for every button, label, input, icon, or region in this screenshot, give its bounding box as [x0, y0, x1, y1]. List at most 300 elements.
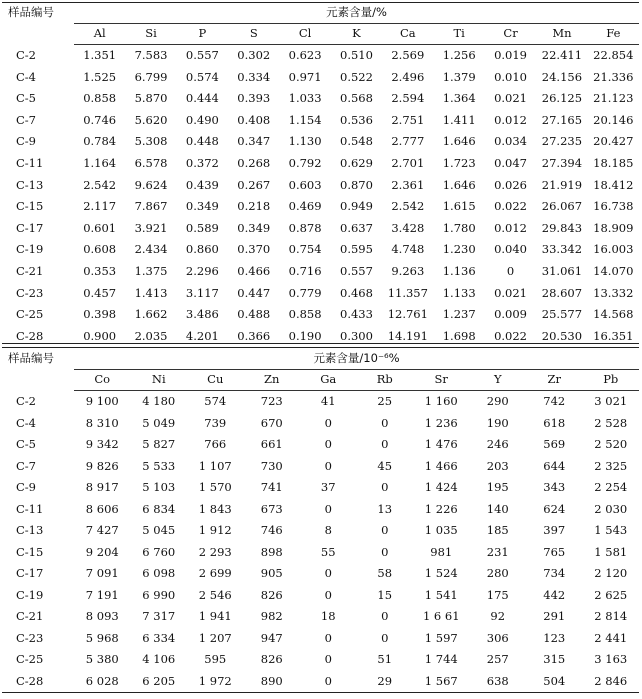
sample-id-cell: C-25 [16, 307, 44, 322]
value-cell-rb: 0 [381, 523, 389, 537]
table-row [2, 563, 639, 585]
value-cell-p: 4.201 [177, 326, 228, 348]
value-cell-s: 0.302 [237, 48, 271, 63]
value-cell-y: 203 [486, 458, 509, 473]
value-cell-co: 9 342 [85, 437, 119, 451]
value-cell-si: 9.624 [134, 177, 168, 192]
value-cell-s: 0.349 [237, 220, 271, 235]
value-cell-cr: 0.026 [494, 177, 528, 192]
value-cell-pb: 3 163 [594, 652, 628, 666]
value-cell-sr: 1 035 [424, 523, 458, 537]
value-cell-ti: 1.411 [442, 112, 476, 127]
value-cell-fe: 13.332 [593, 285, 634, 300]
value-cell-zn: 890 [244, 671, 301, 693]
value-cell-cu: 574 [204, 394, 227, 408]
value-cell-zn: 730 [260, 458, 283, 473]
table-row [2, 283, 639, 305]
value-cell-pb: 2 625 [594, 587, 628, 602]
value-cell-ca: 2.569 [391, 48, 425, 63]
value-cell-y: 195 [486, 480, 509, 494]
column-header-mn: Mn [536, 24, 587, 45]
value-cell-cl: 1.130 [288, 134, 322, 149]
value-cell-cu: 1 843 [198, 501, 232, 516]
value-cell-cu: 595 [204, 652, 227, 666]
value-cell-co: 6 028 [74, 671, 131, 693]
value-cell-p: 0.372 [185, 156, 219, 171]
value-cell-cr: 0.021 [494, 91, 528, 106]
value-cell-ca: 14.191 [382, 326, 433, 348]
sample-id-cell: C-13 [16, 177, 44, 192]
sample-id-cell: C-4 [16, 415, 37, 430]
value-cell-cr: 0.047 [494, 156, 528, 171]
value-cell-si: 2.434 [134, 242, 168, 257]
value-cell-ca: 2.751 [391, 112, 425, 127]
value-cell-p: 0.444 [185, 91, 219, 106]
value-cell-s: 0.218 [237, 199, 271, 214]
sample-id-cell: C-28 [2, 326, 74, 348]
value-cell-co: 9 826 [85, 458, 119, 473]
column-header-cu: Cu [187, 370, 244, 391]
table-row [2, 196, 639, 218]
value-cell-al: 0.784 [83, 134, 117, 149]
value-cell-zr: 765 [543, 544, 566, 559]
value-cell-si: 6.799 [134, 69, 168, 84]
value-cell-fe: 16.738 [593, 199, 634, 214]
sample-id-cell: C-25 [16, 652, 44, 666]
value-cell-p: 0.439 [185, 177, 219, 192]
value-cell-s: 0.370 [237, 242, 271, 257]
value-cell-zr: 442 [543, 587, 566, 602]
table-row [2, 628, 639, 650]
value-cell-zn: 746 [260, 523, 283, 537]
sample-id-cell: C-11 [16, 501, 44, 516]
value-cell-mn: 25.577 [541, 307, 583, 322]
value-cell-si: 6.578 [134, 156, 168, 171]
value-cell-zn: 673 [260, 501, 283, 516]
value-cell-cu: 766 [204, 437, 227, 451]
sample-id-header: 样品编号 [2, 3, 74, 45]
value-cell-rb: 0 [381, 415, 389, 430]
value-cell-rb: 0 [381, 544, 389, 559]
table-row [2, 391, 639, 413]
table-row [2, 67, 639, 89]
column-header-cl: Cl [279, 24, 330, 45]
value-cell-ni: 6 334 [142, 630, 176, 645]
value-cell-fe: 21.336 [593, 69, 634, 84]
value-cell-rb: 45 [377, 458, 393, 473]
value-cell-cu: 1 207 [198, 630, 232, 645]
value-cell-cu: 739 [204, 415, 227, 430]
value-cell-co: 8 917 [85, 480, 119, 494]
value-cell-y: 190 [486, 415, 509, 430]
value-cell-cr: 0.009 [494, 307, 528, 322]
value-cell-y: 231 [486, 544, 509, 559]
column-header-si: Si [125, 24, 176, 45]
value-cell-mn: 31.061 [541, 263, 583, 278]
value-cell-cu: 1 570 [198, 480, 232, 494]
value-cell-pb: 2 528 [594, 415, 628, 430]
value-cell-sr: 1 466 [424, 458, 458, 473]
table-row [2, 649, 639, 671]
value-cell-k: 0.949 [340, 199, 373, 214]
value-cell-s: 0.393 [237, 91, 271, 106]
value-cell-al: 1.351 [83, 48, 117, 63]
value-cell-cu: 1 107 [198, 458, 232, 473]
sample-id-cell: C-9 [16, 134, 37, 149]
value-cell-mn: 26.067 [541, 199, 583, 214]
value-cell-s: 0.408 [237, 112, 271, 127]
value-cell-mn: 27.235 [541, 134, 583, 149]
value-cell-al: 0.858 [83, 91, 117, 106]
value-cell-zn: 670 [260, 415, 283, 430]
table-row [2, 239, 639, 261]
sample-id-header: 样品编号 [8, 351, 54, 365]
value-cell-s: 0.488 [237, 307, 271, 322]
value-cell-zn: 661 [260, 437, 283, 451]
sample-id-cell: C-23 [16, 285, 44, 300]
value-cell-cl: 0.469 [288, 199, 322, 214]
value-cell-zn: 982 [260, 609, 283, 623]
value-cell-mn: 28.607 [541, 285, 583, 300]
value-cell-pb: 2 325 [594, 458, 628, 473]
value-cell-al: 0.900 [74, 326, 125, 348]
table-row [2, 542, 639, 564]
value-cell-ti: 1.379 [442, 69, 476, 84]
value-cell-cu: 2 293 [198, 544, 232, 559]
sample-id-cell: C-5 [16, 437, 37, 451]
value-cell-co: 9 100 [85, 394, 119, 408]
column-header-sr: Sr [413, 370, 470, 391]
value-cell-zr: 315 [543, 652, 566, 666]
value-cell-k: 0.536 [340, 112, 373, 127]
sample-id-cell: C-28 [2, 671, 74, 693]
value-cell-s: 0.466 [237, 263, 271, 278]
value-cell-mn: 29.843 [541, 220, 583, 235]
sample-id-cell: C-23 [16, 630, 44, 645]
value-cell-s: 0.447 [237, 285, 271, 300]
table-divider [2, 343, 639, 344]
value-cell-ca: 9.263 [391, 263, 425, 278]
table-row [2, 88, 639, 110]
value-cell-zn: 741 [260, 480, 283, 494]
value-cell-ga: 0 [324, 437, 332, 451]
value-cell-ga: 41 [320, 394, 336, 408]
column-header-al: Al [74, 24, 125, 45]
value-cell-al: 0.746 [83, 112, 117, 127]
value-cell-s: 0.267 [237, 177, 271, 192]
value-cell-cr: 0.021 [494, 285, 528, 300]
value-cell-k: 0.548 [340, 134, 373, 149]
column-header-p: P [177, 24, 228, 45]
value-cell-sr: 1 524 [424, 566, 458, 580]
value-cell-ca: 2.496 [391, 69, 425, 84]
table-row [2, 413, 639, 435]
value-cell-si: 1.662 [134, 307, 168, 322]
value-cell-al: 1.525 [83, 69, 117, 84]
value-cell-rb: 13 [377, 501, 393, 516]
value-cell-zr: 504 [526, 671, 583, 693]
value-cell-zr: 624 [543, 501, 566, 516]
value-cell-co: 9 204 [85, 544, 119, 559]
table-row [2, 585, 639, 607]
column-header-ca: Ca [382, 24, 433, 45]
value-cell-sr: 1 236 [424, 415, 458, 430]
value-cell-cr: 0.012 [494, 112, 528, 127]
value-cell-si: 5.308 [134, 134, 168, 149]
table-row [2, 45, 639, 67]
value-cell-cl: 0.792 [288, 156, 322, 171]
value-cell-cl: 0.754 [288, 242, 322, 257]
column-header-zr: Zr [526, 370, 583, 391]
column-header-co: Co [74, 370, 131, 391]
value-cell-zr: 291 [543, 609, 566, 623]
column-header-k: K [331, 24, 382, 45]
value-cell-si: 7.867 [134, 199, 168, 214]
value-cell-fe: 20.427 [593, 134, 634, 149]
value-cell-zr: 397 [543, 523, 566, 537]
value-cell-ti: 1.136 [442, 263, 476, 278]
table-row [2, 110, 639, 132]
sample-id-cell: C-17 [16, 220, 44, 235]
value-cell-rb: 25 [377, 394, 393, 408]
value-cell-ga: 55 [320, 544, 336, 559]
value-cell-p: 0.490 [185, 112, 219, 127]
value-cell-cl: 0.779 [288, 285, 322, 300]
value-cell-mn: 27.394 [541, 156, 583, 171]
value-cell-si: 1.375 [134, 263, 168, 278]
value-cell-pb: 1 543 [594, 523, 628, 537]
value-cell-co: 8 310 [85, 415, 119, 430]
value-cell-k: 0.433 [340, 307, 373, 322]
table-row [2, 175, 639, 197]
value-cell-p: 0.860 [185, 242, 219, 257]
value-cell-ga: 0 [300, 671, 357, 693]
value-cell-ni: 6 990 [142, 587, 176, 602]
table-row [2, 326, 639, 348]
column-header-cr: Cr [485, 24, 536, 45]
value-cell-k: 0.510 [340, 48, 373, 63]
value-cell-cl: 0.878 [288, 220, 322, 235]
sample-id-cell: C-7 [16, 112, 37, 127]
value-cell-sr: 1 541 [424, 587, 458, 602]
value-cell-cl: 1.033 [288, 91, 322, 106]
value-cell-al: 2.542 [83, 177, 117, 192]
value-cell-ni: 6 760 [142, 544, 176, 559]
value-cell-ca: 11.357 [387, 285, 428, 300]
value-cell-cr: 0.022 [494, 199, 528, 214]
value-cell-ni: 6 098 [142, 566, 176, 580]
value-cell-cu: 2 699 [198, 566, 232, 580]
value-cell-co: 8 093 [85, 609, 119, 623]
value-cell-ti: 1.615 [442, 199, 476, 214]
value-cell-s: 0.347 [237, 134, 271, 149]
column-header-y: Y [470, 370, 527, 391]
value-cell-zn: 905 [260, 566, 283, 580]
value-cell-fe: 18.185 [593, 156, 634, 171]
table-row [2, 606, 639, 628]
value-cell-sr: 1 226 [424, 501, 458, 516]
value-cell-y: 306 [486, 630, 509, 645]
value-cell-cl: 0.603 [288, 177, 322, 192]
value-cell-k: 0.522 [340, 69, 373, 84]
value-cell-p: 2.296 [185, 263, 219, 278]
value-cell-k: 0.629 [340, 156, 373, 171]
value-cell-cr: 0.034 [494, 134, 528, 149]
value-cell-ni: 6 834 [142, 501, 176, 516]
value-cell-ni: 5 049 [142, 415, 176, 430]
column-header-s: S [228, 24, 279, 45]
value-cell-rb: 0 [381, 630, 389, 645]
value-cell-mn: 22.411 [541, 48, 583, 63]
value-cell-p: 0.448 [185, 134, 219, 149]
value-cell-al: 0.608 [83, 242, 117, 257]
value-cell-cu: 1 912 [198, 523, 232, 537]
value-cell-zr: 569 [543, 437, 566, 451]
value-cell-cr: 0.022 [485, 326, 536, 348]
value-cell-al: 1.164 [83, 156, 117, 171]
value-cell-si: 3.921 [134, 220, 168, 235]
sample-id-cell: C-21 [16, 263, 44, 278]
value-cell-y: 638 [470, 671, 527, 693]
value-cell-ca: 3.428 [391, 220, 425, 235]
element-content-table-ppm [2, 349, 639, 693]
value-cell-zr: 123 [543, 630, 566, 645]
value-cell-si: 2.035 [125, 326, 176, 348]
value-cell-cr: 0.040 [494, 242, 528, 257]
sample-id-cell: C-13 [16, 523, 44, 537]
value-cell-y: 175 [486, 587, 509, 602]
value-cell-ni: 5 045 [142, 523, 176, 537]
value-cell-p: 0.589 [185, 220, 219, 235]
value-cell-ti: 1.723 [442, 156, 476, 171]
value-cell-ga: 0 [324, 652, 332, 666]
value-cell-y: 257 [486, 652, 509, 666]
value-cell-zn: 898 [260, 544, 283, 559]
value-cell-rb: 0 [381, 437, 389, 451]
value-cell-cl: 0.190 [279, 326, 330, 348]
column-header-pb: Pb [583, 370, 640, 391]
value-cell-p: 0.349 [185, 199, 219, 214]
value-cell-zr: 618 [543, 415, 566, 430]
sample-id-cell: C-21 [16, 609, 44, 623]
value-cell-cr: 0.019 [494, 48, 528, 63]
value-cell-ga: 18 [320, 609, 336, 623]
value-cell-zr: 742 [543, 394, 566, 408]
value-cell-ni: 5 103 [142, 480, 176, 494]
value-cell-fe: 16.003 [593, 242, 634, 257]
table-row [2, 456, 639, 478]
value-cell-sr: 981 [430, 544, 453, 559]
value-cell-ti: 1.698 [434, 326, 485, 348]
column-header-fe: Fe [588, 24, 639, 45]
value-cell-si: 1.413 [134, 285, 168, 300]
value-cell-k: 0.595 [340, 242, 373, 257]
value-cell-s: 0.366 [228, 326, 279, 348]
value-cell-ca: 2.777 [391, 134, 425, 149]
value-cell-pb: 2 030 [594, 501, 628, 516]
value-cell-p: 3.117 [185, 285, 219, 300]
value-cell-ca: 12.761 [387, 307, 428, 322]
sample-id-cell: C-5 [16, 91, 37, 106]
sample-id-cell: C-4 [16, 69, 37, 84]
sample-id-cell: C-19 [16, 587, 44, 602]
value-cell-cr: 0.012 [494, 220, 528, 235]
value-cell-ga: 0 [324, 630, 332, 645]
value-cell-al: 0.398 [83, 307, 117, 322]
value-cell-ni: 5 533 [142, 458, 176, 473]
value-cell-zr: 644 [543, 458, 566, 473]
value-cell-ti: 1.364 [442, 91, 476, 106]
value-cell-ca: 2.361 [391, 177, 425, 192]
value-cell-sr: 1 567 [413, 671, 470, 693]
value-cell-si: 5.620 [134, 112, 168, 127]
value-cell-rb: 58 [377, 566, 393, 580]
sample-id-cell: C-7 [16, 458, 37, 473]
value-cell-s: 0.334 [237, 69, 271, 84]
sample-id-cell: C-17 [16, 566, 44, 580]
value-cell-pb: 3 021 [594, 394, 628, 408]
value-cell-cl: 0.623 [288, 48, 322, 63]
value-cell-cr: 0.010 [494, 69, 528, 84]
value-cell-mn: 24.156 [541, 69, 583, 84]
table-row [2, 153, 639, 175]
value-cell-sr: 1 424 [424, 480, 458, 494]
value-cell-sr: 1 744 [424, 652, 458, 666]
value-cell-co: 7 091 [85, 566, 119, 580]
value-cell-y: 280 [486, 566, 509, 580]
value-cell-cu: 1 972 [187, 671, 244, 693]
value-cell-cl: 0.858 [288, 307, 322, 322]
value-cell-co: 7 191 [85, 587, 119, 602]
column-header-ni: Ni [131, 370, 188, 391]
element-content-table-percent [2, 2, 639, 348]
value-cell-pb: 2 254 [594, 480, 628, 494]
value-cell-sr: 1 6 61 [422, 609, 460, 623]
value-cell-fe: 18.909 [593, 220, 634, 235]
value-cell-y: 140 [486, 501, 509, 516]
value-cell-ti: 1.133 [442, 285, 476, 300]
value-cell-k: 0.637 [340, 220, 373, 235]
value-cell-k: 0.870 [340, 177, 373, 192]
value-cell-k: 0.300 [331, 326, 382, 348]
value-cell-fe: 18.412 [593, 177, 634, 192]
value-cell-rb: 0 [381, 480, 389, 494]
value-cell-s: 0.268 [237, 156, 271, 171]
value-cell-mn: 27.165 [541, 112, 583, 127]
value-cell-ti: 1.780 [442, 220, 476, 235]
value-cell-zr: 343 [543, 480, 566, 494]
sample-id-cell: C-15 [16, 544, 44, 559]
value-cell-y: 246 [486, 437, 509, 451]
value-cell-pb: 2 846 [583, 671, 640, 693]
value-cell-sr: 1 597 [424, 630, 458, 645]
value-cell-ga: 0 [324, 587, 332, 602]
value-cell-cu: 2 546 [198, 587, 232, 602]
value-cell-rb: 29 [357, 671, 414, 693]
value-cell-ga: 0 [324, 458, 332, 473]
value-cell-co: 7 427 [85, 523, 119, 537]
value-cell-ga: 37 [320, 480, 336, 494]
value-cell-mn: 33.342 [541, 242, 583, 257]
value-cell-ca: 2.594 [391, 91, 425, 106]
value-cell-rb: 15 [377, 587, 393, 602]
table-row [2, 520, 639, 542]
value-cell-al: 0.353 [83, 263, 117, 278]
value-cell-p: 0.574 [185, 69, 219, 84]
sample-id-cell: C-15 [16, 199, 44, 214]
value-cell-ni: 6 205 [131, 671, 188, 693]
value-cell-co: 5 968 [85, 630, 119, 645]
